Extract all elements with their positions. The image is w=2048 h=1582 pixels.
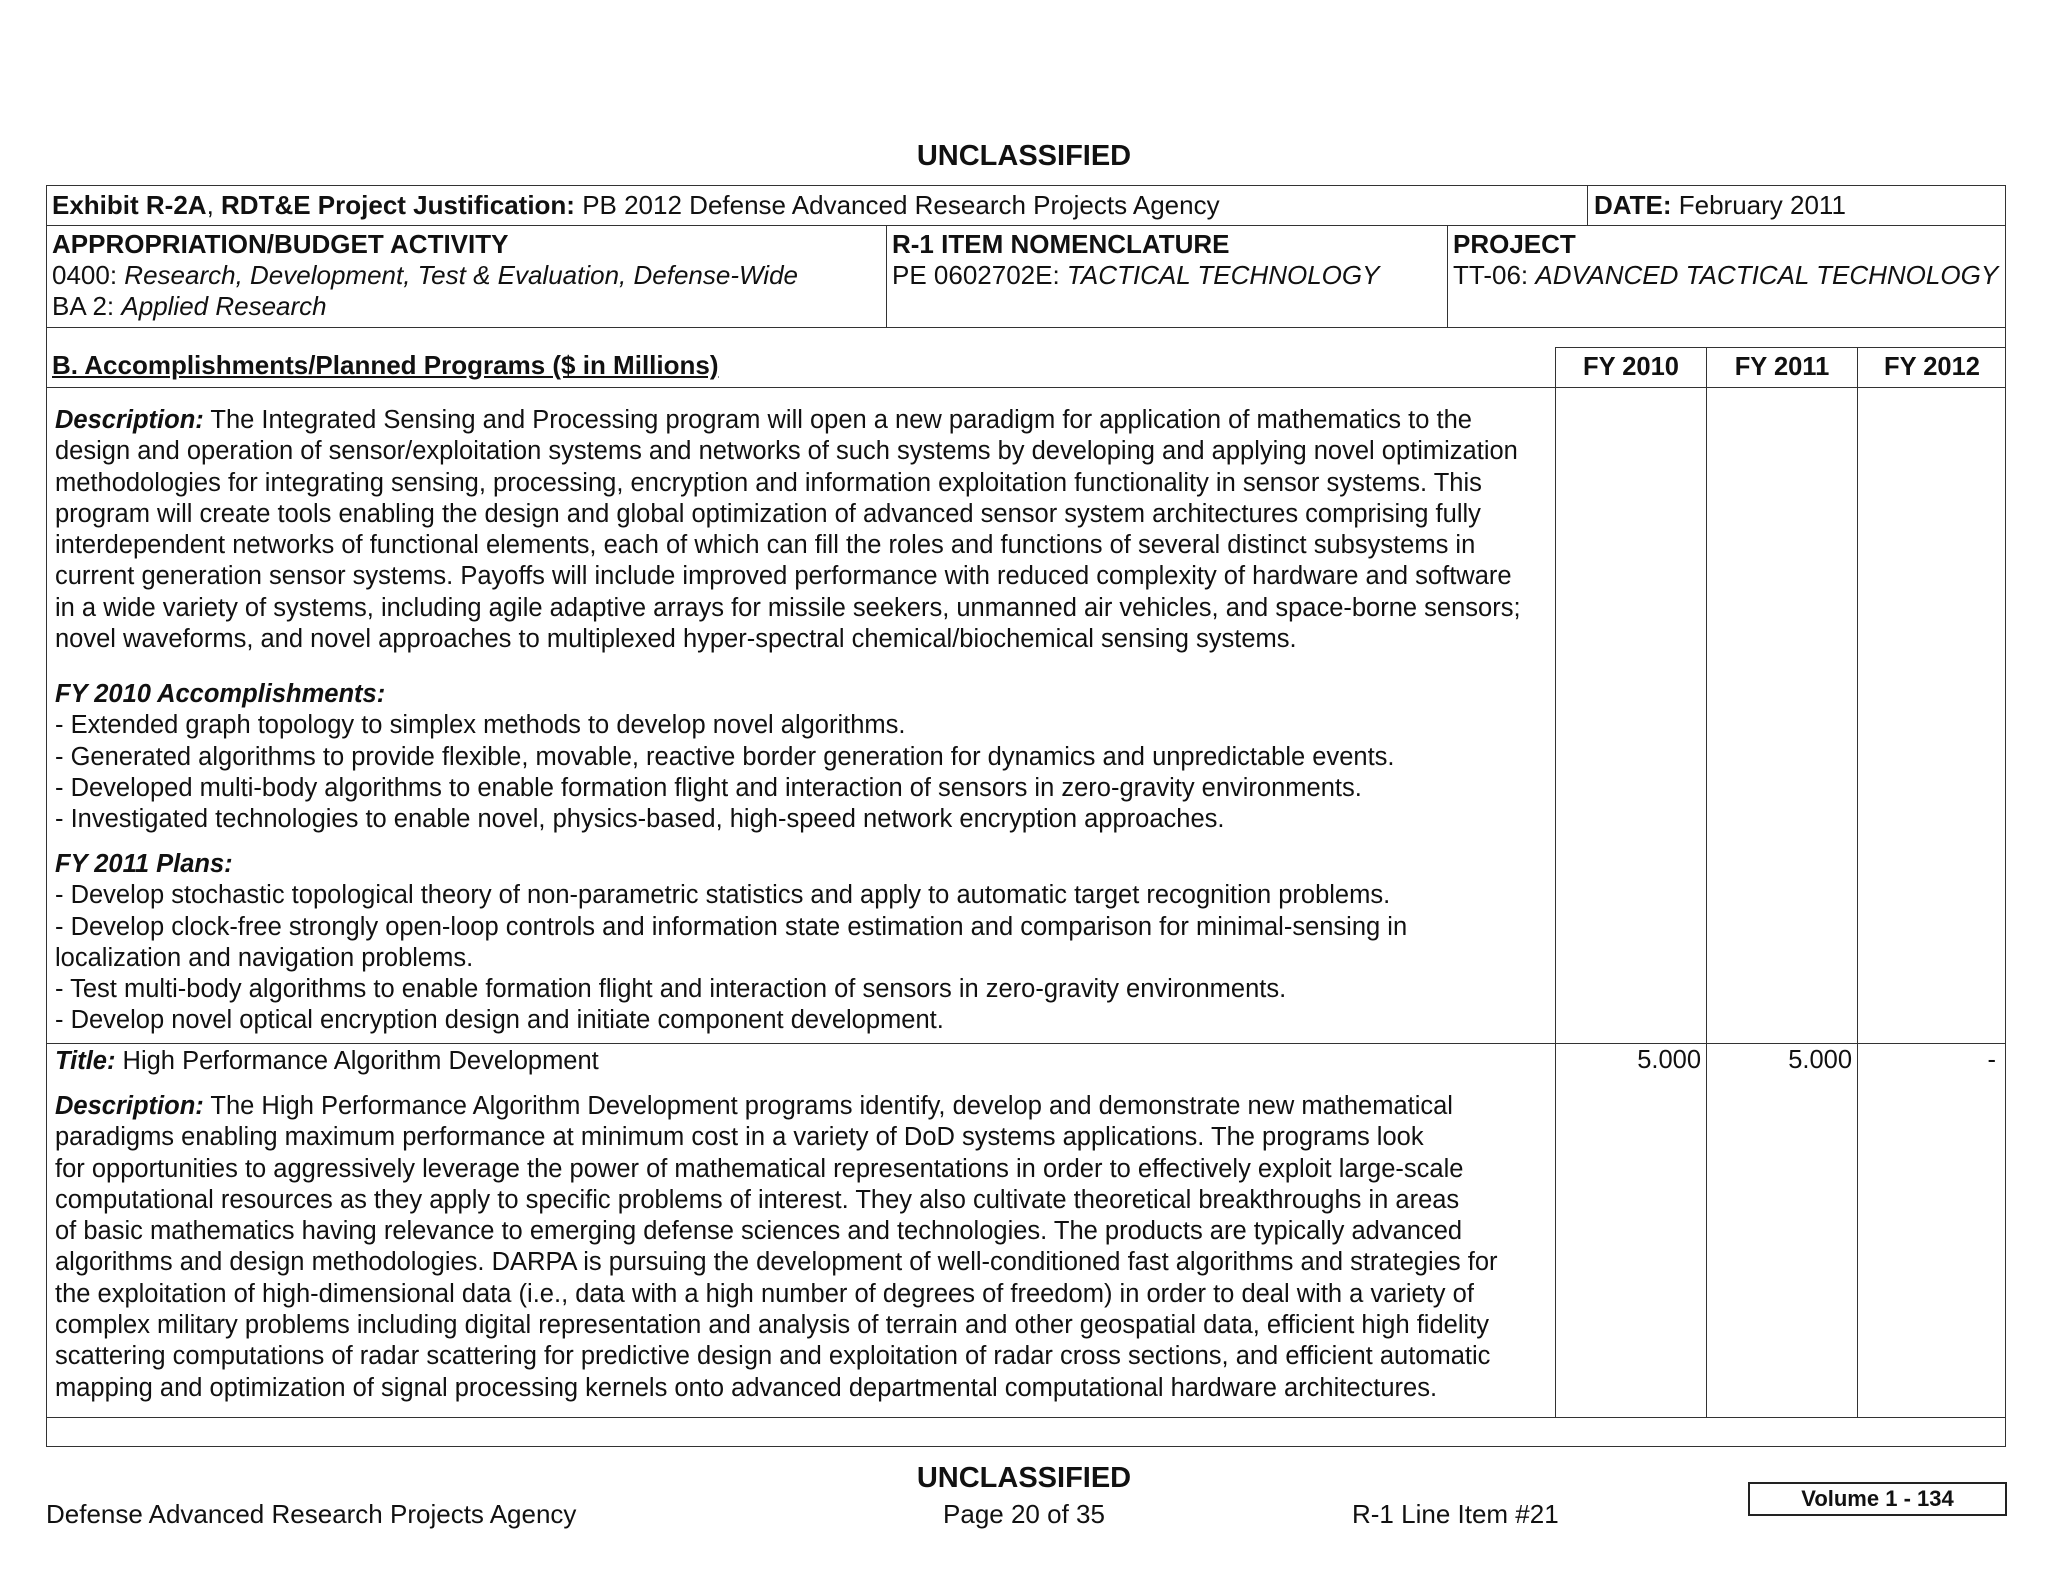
block-divider <box>46 1043 2006 1044</box>
date-divider <box>1587 185 1588 225</box>
r1-line <box>892 260 1379 291</box>
funding-fy2012: - <box>1987 1046 1996 1074</box>
exhibit-title-line <box>52 190 1220 221</box>
list-item: - Generated algorithms to provide flexible, movable, reactive border generation for dynamics and unpredictable events. <box>55 742 1395 771</box>
header-divider-2 <box>46 327 2006 328</box>
funding-fy2011: 5.000 <box>1788 1046 1852 1074</box>
block2-desc-text-0: The High Performance Algorithm Development programs identify, develop and demonstrate new mathematical <box>203 1092 1453 1120</box>
block2-description <box>55 1091 1498 1404</box>
classification-top: UNCLASSIFIED <box>916 140 1132 172</box>
block2-title-label: Title: <box>55 1047 116 1075</box>
block1-desc-line: current generation sensor systems. Payoffs will include improved performance with reduced complexity of hardware and software <box>55 562 1512 591</box>
r1-text: TACTICAL TECHNOLOGY <box>1066 260 1380 290</box>
appropriation-line-2 <box>52 291 798 322</box>
block2-desc-line: for opportunities to aggressively leverage the power of mathematical representations in order to effectively exploit large-scale <box>55 1154 1464 1183</box>
list-item: - Investigated technologies to enable novel, physics-based, high-speed network encryption approaches. <box>55 805 1225 834</box>
header-col-divider-2 <box>1447 225 1448 327</box>
project-text: ADVANCED TACTICAL TECHNOLOGY <box>1535 260 1999 290</box>
list-item: - Develop clock-free strongly open-loop controls and information state estimation and comparison for minimal-sensing in <box>55 912 1408 941</box>
project-block <box>1453 229 1998 291</box>
list-item: localization and navigation problems. <box>55 943 474 972</box>
list-item: - Develop novel optical encryption design and initiate component development. <box>55 1006 944 1035</box>
block2-desc-line: algorithms and design methodologies. DARPA is pursuing the development of well-conditioned fast algorithms and strategies for <box>55 1248 1498 1277</box>
r1-code: PE 0602702E: <box>892 260 1067 290</box>
block1-desc-line: methodologies for integrating sensing, processing, encryption and information exploitation functionality in sensor systems. This <box>55 468 1482 497</box>
project-label: PROJECT <box>1453 229 1576 259</box>
block1-desc-line: design and operation of sensor/exploitation systems and networks of such systems by developing and applying novel optimization <box>55 437 1518 466</box>
project-code: TT-06: <box>1453 260 1536 290</box>
list-item: - Test multi-body algorithms to enable formation flight and interaction of sensors in zero-gravity environments. <box>55 975 1287 1004</box>
date-value: February 2011 <box>1671 190 1846 220</box>
block2-desc-line: paradigms enabling maximum performance at minimum cost in a variety of DoD systems applications. The programs look <box>55 1123 1424 1152</box>
budget-activity-code: BA 2: <box>52 291 122 321</box>
table-bottom-divider <box>46 1417 2006 1418</box>
block1-desc-line: in a wide variety of systems, including agile adaptive arrays for missile seekers, unmanned air vehicles, and space-borne sensors; <box>55 593 1521 622</box>
volume-box: Volume 1 - 134 <box>1748 1482 2007 1516</box>
appropriation-label: APPROPRIATION/BUDGET ACTIVITY <box>52 229 509 259</box>
exhibit-title: RDT&E Project Justification: <box>221 190 575 220</box>
appropriation-block <box>52 229 798 322</box>
date-line <box>1594 190 1846 221</box>
fy-header-top <box>1555 347 2006 348</box>
appropriation-text: Research, Development, Test & Evaluation, Defense-Wide <box>124 260 798 290</box>
block1-desc-line: program will create tools enabling the design and global optimization of advanced sensor system architectures comprising fully <box>55 499 1481 528</box>
fy2011-heading: FY 2011 Plans: <box>55 850 233 878</box>
appropriation-code: 0400: <box>52 260 125 290</box>
header-divider-1 <box>46 225 2006 226</box>
block2-desc-line: computational resources as they apply to specific problems of interest. They also cultivate theoretical breakthroughs in areas <box>55 1185 1460 1214</box>
block1-desc-line: interdependent networks of functional elements, each of which can fill the roles and functions of several distinct subsystems in <box>55 531 1476 560</box>
exhibit-label: Exhibit R-2A <box>52 190 207 220</box>
block1-description <box>55 405 1521 655</box>
block2-desc-label: Description: <box>55 1092 204 1120</box>
header-col-divider-1 <box>886 225 887 327</box>
block2-desc-line: complex military problems including digital representation and analysis of terrain and other geospatial data, efficient high fidelity <box>55 1311 1490 1340</box>
date-label: DATE: <box>1594 190 1672 220</box>
block1-desc-text-0: The Integrated Sensing and Processing program will open a new paradigm for application of mathematics to the <box>203 406 1472 434</box>
project-line <box>1453 260 1998 291</box>
block2-desc-line: the exploitation of high-dimensional data (i.e., data with a high number of degrees of freedom) in order to deal with a variety of <box>55 1279 1474 1308</box>
r1-block <box>892 229 1379 291</box>
fy-col-divider-2 <box>1706 347 1707 1417</box>
fy2010-accomplishments <box>55 679 1395 835</box>
block2-desc-line: of basic mathematics having relevance to emerging defense sciences and technologies. The products are typically advanced <box>55 1217 1463 1246</box>
block1-desc-line <box>55 405 1521 436</box>
fy-col-divider-1 <box>1555 347 1556 1417</box>
r1-label: R-1 ITEM NOMENCLATURE <box>892 229 1230 259</box>
block2-desc-line: mapping and optimization of signal processing kernels onto advanced departmental computational hardware architectures. <box>55 1373 1438 1402</box>
classification-bottom: UNCLASSIFIED <box>916 1462 1132 1494</box>
budget-activity-text: Applied Research <box>121 291 327 321</box>
appropriation-line-1 <box>52 260 798 291</box>
exhibit-value: PB 2012 Defense Advanced Research Projects Agency <box>574 190 1220 220</box>
section-divider <box>46 387 2006 388</box>
fy-col-divider-3 <box>1857 347 1858 1417</box>
list-item: - Developed multi-body algorithms to enable formation flight and interaction of sensors in zero-gravity environments. <box>55 773 1362 802</box>
block1-desc-label: Description: <box>55 406 204 434</box>
list-item: - Develop stochastic topological theory of non-parametric statistics and apply to automatic target recognition problems. <box>55 881 1391 910</box>
list-item: - Extended graph topology to simplex methods to develop novel algorithms. <box>55 711 906 740</box>
section-title: B. Accomplishments/Planned Programs ($ in Millions) <box>52 350 719 380</box>
block2-title-text: High Performance Algorithm Development <box>115 1047 599 1075</box>
fy-2011-header: FY 2011 <box>1734 353 1830 381</box>
fy-2010-header: FY 2010 <box>1583 353 1679 381</box>
block1-desc-line: novel waveforms, and novel approaches to multiplexed hyper-spectral chemical/biochemical sensing systems. <box>55 625 1297 654</box>
fy-2012-header: FY 2012 <box>1884 353 1980 381</box>
footer-page: Page 20 of 35 <box>943 1499 1105 1529</box>
block2-title <box>55 1046 599 1077</box>
exhibit-sep: , <box>206 190 222 220</box>
funding-fy2010: 5.000 <box>1637 1046 1701 1074</box>
footer-agency: Defense Advanced Research Projects Agency <box>46 1499 577 1529</box>
fy2011-plans <box>55 849 1407 1037</box>
footer-line-item: R-1 Line Item #21 <box>1352 1499 1559 1529</box>
fy2010-heading: FY 2010 Accomplishments: <box>55 680 386 708</box>
block2-desc-line <box>55 1091 1498 1122</box>
block2-desc-line: scattering computations of radar scattering for predictive design and exploitation of radar cross sections, and efficient automatic <box>55 1342 1491 1371</box>
